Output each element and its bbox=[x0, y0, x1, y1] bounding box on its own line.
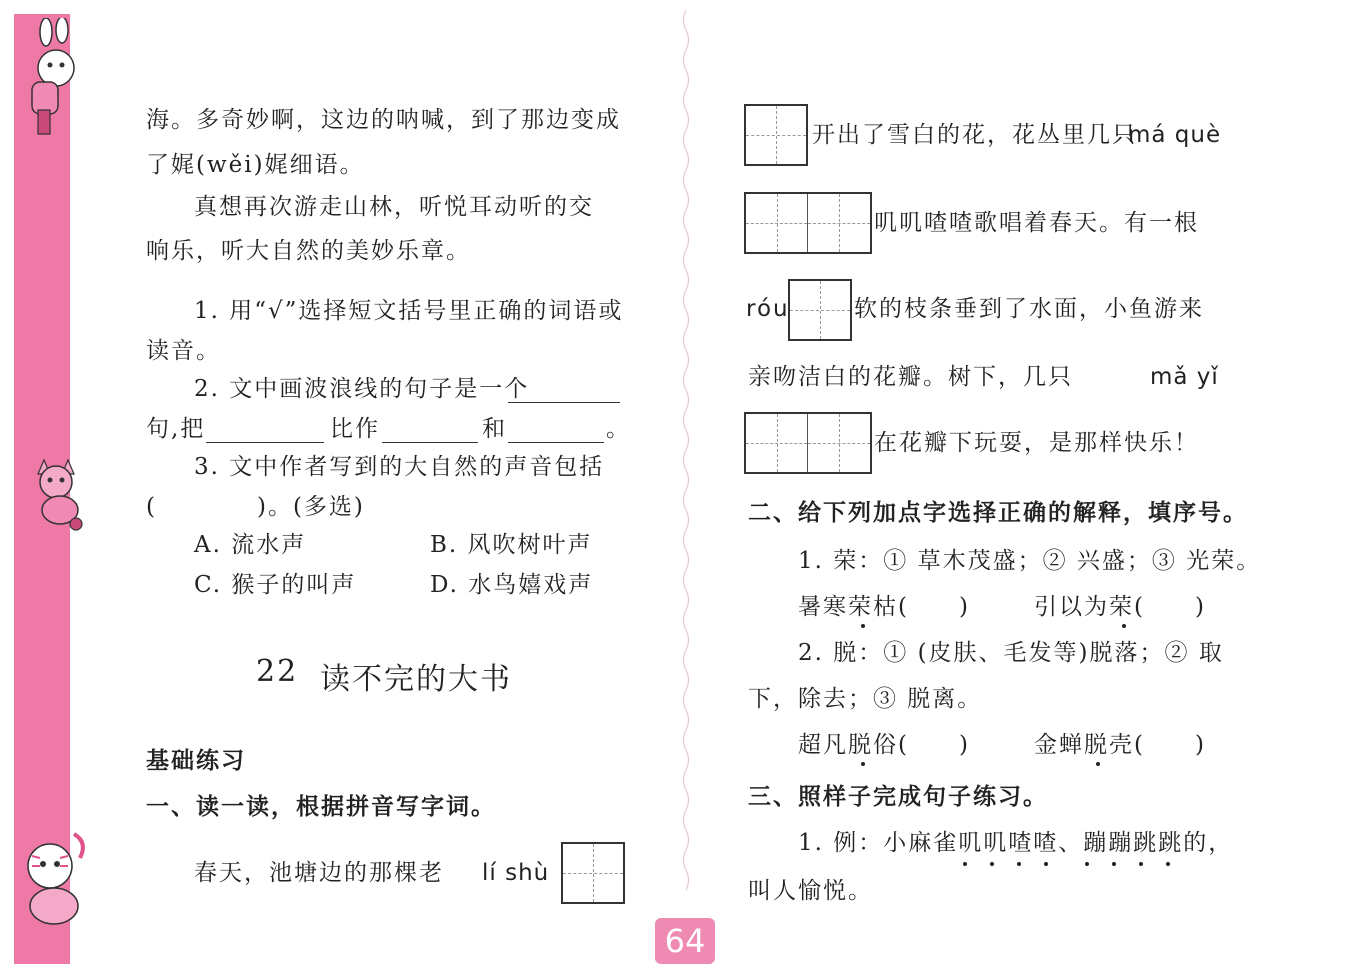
page-gutter bbox=[681, 10, 691, 900]
pinyin-prompt: lí shù bbox=[482, 860, 550, 886]
exercise-line: 开出了雪白的花，花丛里几只 bbox=[812, 122, 1137, 148]
pinyin-prompt: má què bbox=[1128, 122, 1222, 148]
section-heading: 三、照样子完成句子练习。 bbox=[748, 784, 1048, 810]
passage-line: 响乐，听大自然的美妙乐章。 bbox=[146, 238, 471, 264]
emphasis-dot bbox=[1017, 862, 1021, 866]
exercise-line: 叽叽喳喳歌唱着春天。有一根 bbox=[874, 210, 1199, 236]
question-2-text: 比作 bbox=[330, 416, 380, 442]
question-1: 1. 用“√”选择短文括号里正确的词语或 bbox=[194, 298, 624, 324]
exercise-line: 亲吻洁白的花瓣。树下，几只 bbox=[748, 364, 1073, 390]
tiger-cartoon-icon bbox=[14, 822, 94, 932]
answer-blank[interactable] bbox=[508, 400, 620, 403]
question-3-cont: ( )。(多选) bbox=[146, 494, 365, 520]
section-heading: 基础练习 bbox=[146, 748, 246, 774]
question-3: 3. 文中作者写到的大自然的声音包括 bbox=[194, 454, 605, 480]
answer-blank[interactable] bbox=[508, 440, 604, 443]
writing-box[interactable] bbox=[788, 279, 852, 341]
answer-blank[interactable] bbox=[206, 440, 324, 443]
emphasis-dot bbox=[1166, 862, 1170, 866]
pinyin-prompt: mǎ yǐ bbox=[1150, 364, 1219, 390]
cat-cartoon-icon bbox=[14, 452, 90, 532]
definition-line: 2. 脱：① (皮肤、毛发等)脱落；② 取 bbox=[798, 640, 1224, 666]
word-item: 超凡脱俗( ) bbox=[798, 732, 970, 758]
emphasis-dot bbox=[861, 762, 865, 766]
answer-blank[interactable] bbox=[382, 440, 478, 443]
pinyin-prompt: róu bbox=[746, 296, 790, 322]
question-2-text: 和 bbox=[482, 416, 507, 442]
example-line: 叫人愉悦。 bbox=[748, 878, 873, 904]
passage-line: 海。多奇妙啊，这边的呐喊，到了那边变成 bbox=[146, 107, 621, 133]
emphasis-dot bbox=[861, 624, 865, 628]
emphasis-dot bbox=[1096, 762, 1100, 766]
lesson-number: 22 bbox=[256, 654, 299, 689]
option-c: C. 猴子的叫声 bbox=[194, 572, 357, 598]
question-2-cont: 句,把 bbox=[146, 416, 206, 442]
word-item: 金蝉脱壳( ) bbox=[1034, 732, 1206, 758]
section-heading: 一、读一读，根据拼音写字词。 bbox=[146, 794, 496, 820]
word-item: 引以为荣( ) bbox=[1034, 594, 1206, 620]
exercise-line: 在花瓣下玩耍，是那样快乐！ bbox=[874, 430, 1199, 456]
emphasis-dot bbox=[1044, 862, 1048, 866]
rabbit-cartoon-icon bbox=[14, 18, 90, 138]
question-1-cont: 读音。 bbox=[146, 338, 221, 364]
option-d: D. 水鸟嬉戏声 bbox=[430, 572, 594, 598]
emphasis-dot bbox=[1112, 862, 1116, 866]
option-b: B. 风吹树叶声 bbox=[430, 532, 593, 558]
emphasis-dot bbox=[963, 862, 967, 866]
emphasis-dot bbox=[1122, 624, 1126, 628]
question-2: 2. 文中画波浪线的句子是一个 bbox=[194, 376, 530, 402]
passage-line: 了娓(wěi)娓细语。 bbox=[146, 152, 365, 178]
exercise-line: 春天，池塘边的那棵老 bbox=[194, 860, 444, 886]
writing-box[interactable] bbox=[744, 192, 872, 254]
writing-box[interactable] bbox=[744, 412, 872, 474]
definition-line: 1. 荣：① 草木茂盛；② 兴盛；③ 光荣。 bbox=[798, 548, 1262, 574]
writing-box[interactable] bbox=[744, 104, 808, 166]
page-number: 64 bbox=[655, 918, 715, 964]
emphasis-dot bbox=[1085, 862, 1089, 866]
lesson-title: 读不完的大书 bbox=[320, 662, 512, 697]
emphasis-dot bbox=[990, 862, 994, 866]
exercise-line: 软的枝条垂到了水面，小鱼游来 bbox=[854, 296, 1204, 322]
example-line: 1. 例：小麻雀叽叽喳喳、蹦蹦跳跳的， bbox=[798, 830, 1234, 856]
emphasis-dot bbox=[1139, 862, 1143, 866]
word-item: 暑寒荣枯( ) bbox=[798, 594, 970, 620]
question-2-text: 。 bbox=[606, 416, 631, 442]
definition-line: 下，除去；③ 脱离。 bbox=[748, 686, 983, 712]
writing-box[interactable] bbox=[561, 842, 625, 904]
option-a: A. 流水声 bbox=[194, 532, 307, 558]
passage-line: 真想再次游走山林，听悦耳动听的交 bbox=[194, 194, 594, 220]
section-heading: 二、给下列加点字选择正确的解释，填序号。 bbox=[748, 500, 1248, 526]
